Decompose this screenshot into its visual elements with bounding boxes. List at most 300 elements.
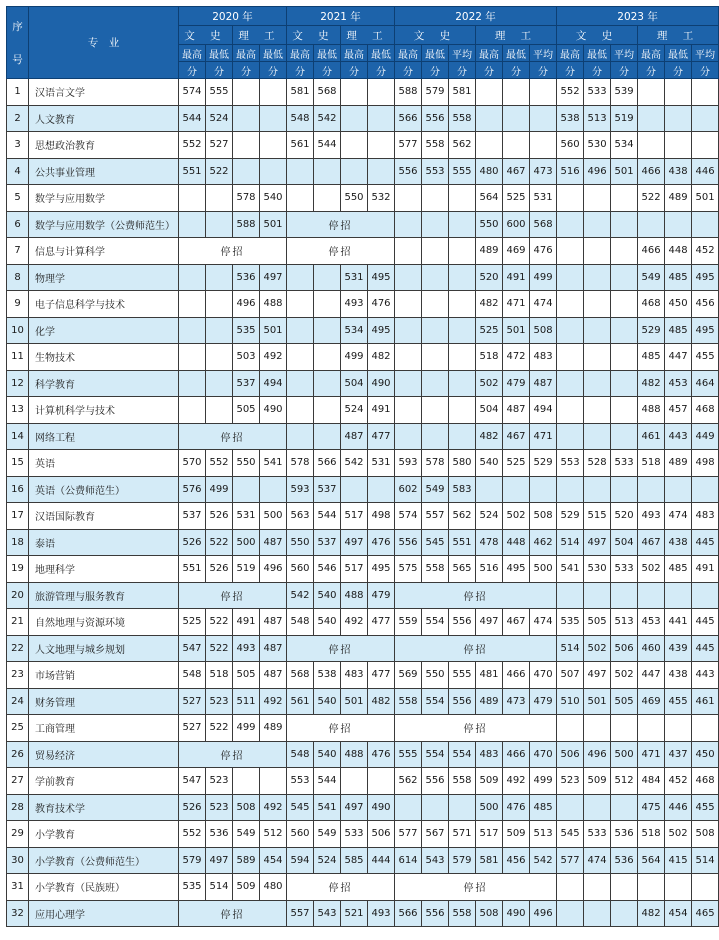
score-cell xyxy=(503,105,530,132)
score-cell: 500 xyxy=(476,794,503,821)
suspended-note: 停招 xyxy=(395,635,557,662)
score-cell xyxy=(665,79,692,106)
score-cell xyxy=(422,211,449,238)
score-cell: 509 xyxy=(584,768,611,795)
seq-header xyxy=(7,7,29,79)
score-cell xyxy=(611,291,638,318)
score-cell xyxy=(179,264,206,291)
score-cell: 558 xyxy=(422,132,449,159)
score-cell: 439 xyxy=(665,635,692,662)
major-name: 公共事业管理 xyxy=(29,158,179,185)
score-cell: 519 xyxy=(233,556,260,583)
score-cell: 571 xyxy=(449,821,476,848)
major-name: 旅游管理与服务教育 xyxy=(29,582,179,609)
score-cell xyxy=(179,397,206,424)
score-cell: 511 xyxy=(233,688,260,715)
score-cell: 557 xyxy=(422,503,449,530)
score-cell: 524 xyxy=(206,105,233,132)
score-cell: 482 xyxy=(638,370,665,397)
score-cell: 474 xyxy=(584,847,611,874)
subheader-min-label: 最低 xyxy=(584,45,611,62)
score-cell: 558 xyxy=(395,688,422,715)
major-name: 贸易经济 xyxy=(29,741,179,768)
score-cell xyxy=(584,370,611,397)
score-cell: 545 xyxy=(422,529,449,556)
score-cell xyxy=(584,874,611,901)
score-cell: 542 xyxy=(314,105,341,132)
score-cell xyxy=(611,423,638,450)
subheader-max-unit: 分 xyxy=(341,62,368,79)
score-cell xyxy=(179,370,206,397)
score-cell xyxy=(557,264,584,291)
score-cell xyxy=(314,185,341,212)
score-cell: 496 xyxy=(530,900,557,927)
score-cell: 437 xyxy=(665,741,692,768)
score-cell: 525 xyxy=(503,185,530,212)
score-cell: 501 xyxy=(584,688,611,715)
score-cell xyxy=(665,582,692,609)
score-cell: 485 xyxy=(530,794,557,821)
score-cell xyxy=(665,132,692,159)
score-cell: 500 xyxy=(611,741,638,768)
score-cell xyxy=(665,105,692,132)
score-cell: 447 xyxy=(638,662,665,689)
score-cell: 533 xyxy=(611,556,638,583)
subheader-avg-unit: 分 xyxy=(692,62,719,79)
score-cell: 583 xyxy=(449,476,476,503)
score-cell xyxy=(557,874,584,901)
score-cell: 516 xyxy=(557,158,584,185)
score-cell xyxy=(449,185,476,212)
subheader-max-unit: 分 xyxy=(233,62,260,79)
score-cell: 491 xyxy=(368,397,395,424)
score-cell: 499 xyxy=(530,264,557,291)
score-cell: 552 xyxy=(179,821,206,848)
score-cell xyxy=(557,370,584,397)
score-cell: 502 xyxy=(611,662,638,689)
score-cell: 541 xyxy=(557,556,584,583)
score-cell: 456 xyxy=(503,847,530,874)
score-cell: 467 xyxy=(503,423,530,450)
score-cell: 550 xyxy=(341,185,368,212)
score-cell: 467 xyxy=(503,158,530,185)
score-cell: 495 xyxy=(692,264,719,291)
score-cell: 446 xyxy=(692,158,719,185)
score-cell xyxy=(557,317,584,344)
major-name: 财务管理 xyxy=(29,688,179,715)
score-cell xyxy=(206,211,233,238)
score-cell: 472 xyxy=(503,344,530,371)
score-cell xyxy=(395,317,422,344)
score-cell: 505 xyxy=(584,609,611,636)
score-cell: 493 xyxy=(368,900,395,927)
score-cell xyxy=(341,79,368,106)
score-cell: 541 xyxy=(314,794,341,821)
score-cell: 517 xyxy=(341,556,368,583)
wenshi-2023: 文 史 xyxy=(557,26,638,45)
score-cell: 522 xyxy=(206,529,233,556)
score-cell: 455 xyxy=(692,344,719,371)
score-cell xyxy=(206,291,233,318)
score-cell xyxy=(692,211,719,238)
score-cell: 491 xyxy=(503,264,530,291)
score-cell: 487 xyxy=(260,529,287,556)
score-cell: 527 xyxy=(179,688,206,715)
score-cell: 533 xyxy=(341,821,368,848)
score-cell xyxy=(611,715,638,742)
score-cell: 560 xyxy=(557,132,584,159)
score-cell: 479 xyxy=(368,582,395,609)
score-cell xyxy=(503,79,530,106)
score-cell xyxy=(422,238,449,265)
score-cell: 508 xyxy=(233,794,260,821)
score-cell: 496 xyxy=(260,556,287,583)
score-cell xyxy=(314,397,341,424)
score-cell: 456 xyxy=(692,291,719,318)
score-cell xyxy=(287,423,314,450)
score-cell xyxy=(692,476,719,503)
score-cell: 501 xyxy=(503,317,530,344)
score-cell xyxy=(692,132,719,159)
score-cell: 499 xyxy=(206,476,233,503)
score-cell: 467 xyxy=(503,609,530,636)
score-cell: 490 xyxy=(260,397,287,424)
score-cell: 533 xyxy=(584,821,611,848)
score-cell: 555 xyxy=(206,79,233,106)
score-cell: 547 xyxy=(179,635,206,662)
score-cell xyxy=(611,582,638,609)
score-cell xyxy=(692,79,719,106)
score-cell: 501 xyxy=(692,185,719,212)
score-cell: 514 xyxy=(557,635,584,662)
row-number: 26 xyxy=(7,741,29,768)
score-cell: 499 xyxy=(233,715,260,742)
score-cell: 537 xyxy=(233,370,260,397)
score-cell xyxy=(584,344,611,371)
score-cell: 487 xyxy=(260,609,287,636)
score-cell: 525 xyxy=(179,609,206,636)
score-cell xyxy=(638,79,665,106)
score-cell xyxy=(179,211,206,238)
score-cell xyxy=(638,582,665,609)
suspended-note: 停招 xyxy=(395,582,557,609)
score-cell: 462 xyxy=(530,529,557,556)
score-cell: 468 xyxy=(638,291,665,318)
score-cell: 530 xyxy=(584,556,611,583)
score-cell: 531 xyxy=(530,185,557,212)
score-cell: 495 xyxy=(368,556,395,583)
score-cell xyxy=(206,264,233,291)
score-cell: 535 xyxy=(557,609,584,636)
score-cell: 505 xyxy=(233,397,260,424)
score-cell: 490 xyxy=(368,370,395,397)
score-cell xyxy=(584,900,611,927)
subheader-max-label: 最高 xyxy=(638,45,665,62)
score-cell: 547 xyxy=(179,768,206,795)
table-row xyxy=(7,847,719,874)
score-cell: 560 xyxy=(287,821,314,848)
score-cell: 513 xyxy=(611,609,638,636)
major-name: 小学教育（公费师范生） xyxy=(29,847,179,874)
score-cell: 498 xyxy=(368,503,395,530)
score-cell xyxy=(449,291,476,318)
score-cell: 465 xyxy=(692,900,719,927)
score-cell: 503 xyxy=(233,344,260,371)
score-cell xyxy=(206,397,233,424)
score-cell: 488 xyxy=(638,397,665,424)
score-cell: 476 xyxy=(368,291,395,318)
score-cell: 517 xyxy=(476,821,503,848)
score-cell: 415 xyxy=(665,847,692,874)
score-cell xyxy=(611,794,638,821)
subheader-min-unit: 分 xyxy=(206,62,233,79)
score-cell: 566 xyxy=(395,900,422,927)
score-cell xyxy=(611,476,638,503)
row-number: 23 xyxy=(7,662,29,689)
score-cell: 492 xyxy=(260,344,287,371)
score-cell: 556 xyxy=(422,768,449,795)
row-number: 1 xyxy=(7,79,29,106)
row-number: 13 xyxy=(7,397,29,424)
score-cell xyxy=(692,715,719,742)
score-cell: 488 xyxy=(341,582,368,609)
score-cell: 471 xyxy=(530,423,557,450)
score-cell: 480 xyxy=(476,158,503,185)
score-cell: 528 xyxy=(584,450,611,477)
score-cell xyxy=(341,476,368,503)
row-number: 29 xyxy=(7,821,29,848)
ligong-2022: 理 工 xyxy=(476,26,557,45)
score-cell xyxy=(287,291,314,318)
suspended-note: 停招 xyxy=(179,900,287,927)
row-number: 16 xyxy=(7,476,29,503)
score-cell xyxy=(395,794,422,821)
score-cell: 477 xyxy=(368,609,395,636)
row-number: 12 xyxy=(7,370,29,397)
score-cell xyxy=(584,211,611,238)
table-row xyxy=(7,688,719,715)
score-cell: 534 xyxy=(341,317,368,344)
score-cell: 562 xyxy=(449,503,476,530)
admission-score-table xyxy=(6,6,719,927)
score-cell: 506 xyxy=(611,635,638,662)
subheader-min-label: 最低 xyxy=(422,45,449,62)
score-cell: 482 xyxy=(368,688,395,715)
score-cell: 460 xyxy=(638,635,665,662)
score-cell: 525 xyxy=(503,450,530,477)
score-cell: 445 xyxy=(692,609,719,636)
subheader-min-unit: 分 xyxy=(422,62,449,79)
score-cell: 558 xyxy=(422,556,449,583)
score-cell: 454 xyxy=(260,847,287,874)
score-cell: 493 xyxy=(638,503,665,530)
score-cell: 523 xyxy=(206,794,233,821)
score-cell: 501 xyxy=(260,317,287,344)
suspended-note: 停招 xyxy=(179,741,287,768)
score-cell: 529 xyxy=(557,503,584,530)
score-cell: 488 xyxy=(260,291,287,318)
score-cell: 501 xyxy=(260,211,287,238)
score-cell xyxy=(692,582,719,609)
score-cell: 533 xyxy=(584,79,611,106)
score-cell xyxy=(368,768,395,795)
score-cell: 560 xyxy=(287,556,314,583)
score-cell xyxy=(233,476,260,503)
score-cell: 498 xyxy=(692,450,719,477)
score-cell: 502 xyxy=(638,556,665,583)
score-cell xyxy=(557,397,584,424)
score-cell: 550 xyxy=(233,450,260,477)
score-cell: 487 xyxy=(503,397,530,424)
score-cell: 469 xyxy=(503,238,530,265)
score-cell: 570 xyxy=(179,450,206,477)
score-cell: 445 xyxy=(692,635,719,662)
row-number: 18 xyxy=(7,529,29,556)
score-cell: 588 xyxy=(395,79,422,106)
score-cell: 543 xyxy=(314,900,341,927)
year-2023-header: 2023 年 xyxy=(557,7,719,26)
score-cell: 500 xyxy=(260,503,287,530)
year-2021-header: 2021 年 xyxy=(287,7,395,26)
subheader-min-label: 最低 xyxy=(314,45,341,62)
score-cell xyxy=(611,211,638,238)
score-cell: 477 xyxy=(368,423,395,450)
score-cell: 578 xyxy=(287,450,314,477)
score-cell: 520 xyxy=(476,264,503,291)
score-cell xyxy=(611,874,638,901)
table-row xyxy=(7,185,719,212)
major-name: 数学与应用数学（公费师范生） xyxy=(29,211,179,238)
score-cell xyxy=(368,79,395,106)
major-name: 汉语言文学 xyxy=(29,79,179,106)
score-cell xyxy=(638,715,665,742)
row-number: 27 xyxy=(7,768,29,795)
score-cell: 489 xyxy=(476,238,503,265)
score-cell: 500 xyxy=(233,529,260,556)
major-name: 学前教育 xyxy=(29,768,179,795)
score-cell xyxy=(638,874,665,901)
major-name: 数学与应用数学 xyxy=(29,185,179,212)
score-cell: 544 xyxy=(179,105,206,132)
score-cell: 455 xyxy=(692,794,719,821)
table-row xyxy=(7,503,719,530)
score-cell: 452 xyxy=(692,238,719,265)
score-cell xyxy=(260,476,287,503)
score-cell: 531 xyxy=(368,450,395,477)
score-cell xyxy=(449,264,476,291)
score-cell xyxy=(179,291,206,318)
score-cell: 564 xyxy=(638,847,665,874)
score-cell: 489 xyxy=(476,688,503,715)
score-cell: 548 xyxy=(287,105,314,132)
row-number: 7 xyxy=(7,238,29,265)
score-cell xyxy=(179,317,206,344)
table-row xyxy=(7,344,719,371)
subheader-max-unit: 分 xyxy=(638,62,665,79)
score-cell xyxy=(341,768,368,795)
score-cell: 508 xyxy=(530,317,557,344)
score-cell: 479 xyxy=(503,370,530,397)
score-cell xyxy=(314,317,341,344)
score-cell: 485 xyxy=(665,264,692,291)
score-cell: 475 xyxy=(638,794,665,821)
score-cell: 558 xyxy=(449,768,476,795)
score-cell: 532 xyxy=(368,185,395,212)
score-cell xyxy=(611,900,638,927)
score-cell: 549 xyxy=(638,264,665,291)
score-cell xyxy=(314,291,341,318)
score-cell: 562 xyxy=(449,132,476,159)
table-row xyxy=(7,662,719,689)
score-cell: 494 xyxy=(530,397,557,424)
score-cell xyxy=(368,476,395,503)
score-cell xyxy=(287,185,314,212)
score-cell xyxy=(368,105,395,132)
subheader-avg-label: 平均 xyxy=(449,45,476,62)
row-number: 9 xyxy=(7,291,29,318)
table-row xyxy=(7,317,719,344)
score-cell: 483 xyxy=(692,503,719,530)
score-cell: 545 xyxy=(557,821,584,848)
score-cell: 449 xyxy=(692,423,719,450)
score-cell xyxy=(341,158,368,185)
major-name: 泰语 xyxy=(29,529,179,556)
score-cell: 473 xyxy=(530,158,557,185)
row-number: 14 xyxy=(7,423,29,450)
score-cell: 438 xyxy=(665,662,692,689)
row-number: 10 xyxy=(7,317,29,344)
table-row xyxy=(7,158,719,185)
score-cell xyxy=(341,132,368,159)
score-cell: 566 xyxy=(314,450,341,477)
score-cell xyxy=(638,211,665,238)
score-cell: 487 xyxy=(260,635,287,662)
table-row xyxy=(7,794,719,821)
score-cell xyxy=(368,158,395,185)
table-row xyxy=(7,900,719,927)
score-cell: 507 xyxy=(557,662,584,689)
major-name: 汉语国际教育 xyxy=(29,503,179,530)
seq-header-line1: 序 xyxy=(12,20,23,33)
score-cell: 559 xyxy=(395,609,422,636)
score-cell xyxy=(233,105,260,132)
table-row xyxy=(7,79,719,106)
major-name: 生物技术 xyxy=(29,344,179,371)
score-cell: 496 xyxy=(584,158,611,185)
score-cell: 495 xyxy=(368,264,395,291)
score-cell xyxy=(665,874,692,901)
score-cell: 548 xyxy=(287,609,314,636)
row-number: 6 xyxy=(7,211,29,238)
score-cell: 504 xyxy=(611,529,638,556)
score-cell xyxy=(584,238,611,265)
score-cell xyxy=(395,291,422,318)
score-cell xyxy=(476,79,503,106)
score-cell: 466 xyxy=(503,741,530,768)
score-cell: 474 xyxy=(530,291,557,318)
subheader-max-label: 最高 xyxy=(395,45,422,62)
table-row xyxy=(7,423,719,450)
score-cell: 602 xyxy=(395,476,422,503)
subheader-max-unit: 分 xyxy=(476,62,503,79)
score-cell xyxy=(449,211,476,238)
row-number: 25 xyxy=(7,715,29,742)
score-cell: 487 xyxy=(260,662,287,689)
table-row xyxy=(7,874,719,901)
score-cell: 488 xyxy=(341,741,368,768)
subheader-max-label: 最高 xyxy=(341,45,368,62)
score-cell: 593 xyxy=(395,450,422,477)
